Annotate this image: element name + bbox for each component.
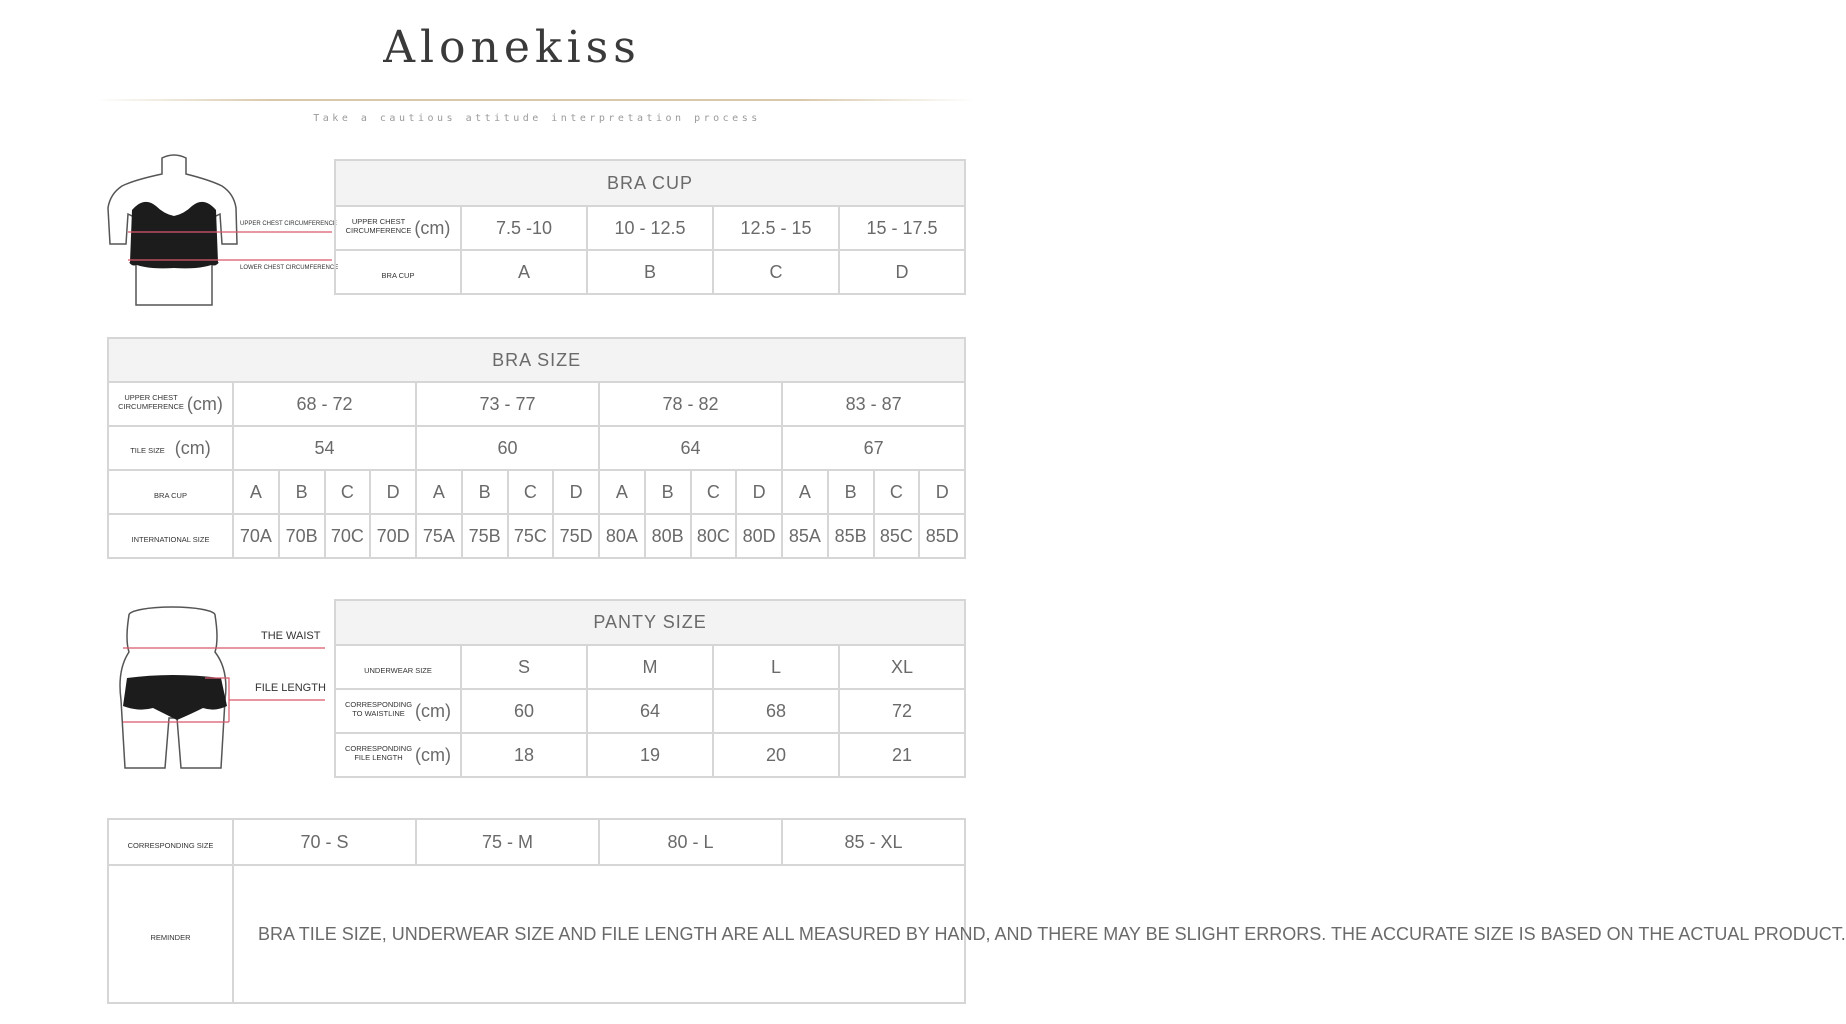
cup-range-cell: 10 - 12.5: [587, 206, 713, 250]
waist-value-cell: 64: [587, 689, 713, 733]
intl-size-cell: 70A: [233, 514, 279, 558]
cup-letter-cell: B: [828, 470, 874, 514]
tile-size-cell: 54: [233, 426, 416, 470]
intl-size-cell: 75D: [553, 514, 599, 558]
intl-size-cell: 75B: [462, 514, 508, 558]
waist-figure-label: THE WAIST: [261, 630, 321, 642]
cup-letter-cell: D: [919, 470, 965, 514]
upper-chest-figure-label: UPPER CHEST CIRCUMFERENCE: [240, 221, 337, 227]
tile-size-label-cell: TILE SIZE (cm): [108, 426, 233, 470]
cup-letter-cell: A: [461, 250, 587, 294]
brand-divider: [95, 99, 975, 101]
cup-range-cell: 7.5 -10: [461, 206, 587, 250]
length-value-cell: 18: [461, 733, 587, 777]
intl-size-cell: 75A: [416, 514, 462, 558]
corresponding-size-cell: 70 - S: [233, 819, 416, 865]
intl-size-cell: 70B: [279, 514, 325, 558]
intl-size-cell: 80A: [599, 514, 645, 558]
cup-letter-cell: C: [874, 470, 920, 514]
cup-letter-cell: B: [279, 470, 325, 514]
panty-size-table: [334, 599, 966, 778]
bra-mannequin-figure: [100, 150, 335, 310]
bra-cup-title: BRA CUP: [335, 160, 965, 206]
cup-letter-cell: A: [599, 470, 645, 514]
cup-letter-cell: C: [713, 250, 839, 294]
file-length-figure-label: FILE LENGTH: [255, 682, 326, 694]
lower-chest-figure-label: LOWER CHEST CIRCUMFERENCE: [240, 265, 339, 271]
reminder-label-cell: REMINDER: [108, 865, 233, 1003]
cup-letter-cell: C: [325, 470, 371, 514]
cup-letter-cell: D: [839, 250, 965, 294]
intl-size-cell: 70C: [325, 514, 371, 558]
upper-range-cell: 78 - 82: [599, 382, 782, 426]
bra-cup-label-cell: BRA CUP: [335, 250, 461, 294]
intl-size-cell: 75C: [508, 514, 554, 558]
waistline-label-cell: CORRESPONDING TO WAISTLINE (cm): [335, 689, 461, 733]
length-value-cell: 20: [713, 733, 839, 777]
international-size-label-cell: INTERNATIONAL SIZE: [108, 514, 233, 558]
intl-size-cell: 80C: [691, 514, 737, 558]
upper-range-cell: 73 - 77: [416, 382, 599, 426]
corresponding-size-cell: 85 - XL: [782, 819, 965, 865]
upper-range-cell: 83 - 87: [782, 382, 965, 426]
cup-letter-cell: C: [691, 470, 737, 514]
corresponding-size-label-cell: CORRESPONDING SIZE: [108, 819, 233, 865]
upper-chest-label-cell: UPPER CHEST CIRCUMFERENCE (cm): [108, 382, 233, 426]
intl-size-cell: 85B: [828, 514, 874, 558]
length-value-cell: 21: [839, 733, 965, 777]
reminder-text: BRA TILE SIZE, UNDERWEAR SIZE AND FILE LENGTH ARE ALL MEASURED BY HAND, AND THERE MAY BE SLIGHT ERRORS. THE ACCURATE SIZE IS BASED ON THE ACTUAL PRODUCT.: [233, 865, 965, 1003]
intl-size-cell: 70D: [370, 514, 416, 558]
cup-letter-cell: C: [508, 470, 554, 514]
waist-value-cell: 60: [461, 689, 587, 733]
panty-size-cell: S: [461, 645, 587, 689]
intl-size-cell: 80D: [736, 514, 782, 558]
cup-letter-cell: B: [462, 470, 508, 514]
underwear-size-label-cell: UNDERWEAR SIZE: [335, 645, 461, 689]
file-length-label-cell: CORRESPONDING FILE LENGTH (cm): [335, 733, 461, 777]
panty-size-cell: M: [587, 645, 713, 689]
cup-letter-cell: B: [587, 250, 713, 294]
cup-letter-cell: A: [233, 470, 279, 514]
corresponding-size-cell: 80 - L: [599, 819, 782, 865]
panty-size-cell: L: [713, 645, 839, 689]
tile-size-cell: 64: [599, 426, 782, 470]
cup-letter-cell: B: [645, 470, 691, 514]
upper-range-cell: 68 - 72: [233, 382, 416, 426]
panty-size-cell: XL: [839, 645, 965, 689]
cup-range-cell: 15 - 17.5: [839, 206, 965, 250]
intl-size-cell: 80B: [645, 514, 691, 558]
cup-letter-cell: A: [416, 470, 462, 514]
cup-letter-cell: D: [736, 470, 782, 514]
length-value-cell: 19: [587, 733, 713, 777]
intl-size-cell: 85D: [919, 514, 965, 558]
brand-title: Alonekiss: [383, 22, 641, 73]
panty-size-title: PANTY SIZE: [335, 600, 965, 645]
intl-size-cell: 85C: [874, 514, 920, 558]
cup-range-cell: 12.5 - 15: [713, 206, 839, 250]
bra-size-title: BRA SIZE: [108, 338, 965, 382]
bra-size-table: [107, 337, 966, 559]
waist-value-cell: 68: [713, 689, 839, 733]
bra-cup-table: [334, 159, 966, 295]
tile-size-cell: 60: [416, 426, 599, 470]
corresponding-size-cell: 75 - M: [416, 819, 599, 865]
waist-value-cell: 72: [839, 689, 965, 733]
upper-chest-label-cell: UPPER CHEST CIRCUMFERENCE (cm): [335, 206, 461, 250]
tile-size-cell: 67: [782, 426, 965, 470]
cup-letter-cell: D: [553, 470, 599, 514]
tagline: Take a cautious attitude interpretation process: [313, 113, 761, 124]
cup-letter-cell: A: [782, 470, 828, 514]
cup-letter-cell: D: [370, 470, 416, 514]
corresponding-size-table: [107, 818, 1846, 1004]
intl-size-cell: 85A: [782, 514, 828, 558]
bra-cup-label-cell: BRA CUP: [108, 470, 233, 514]
